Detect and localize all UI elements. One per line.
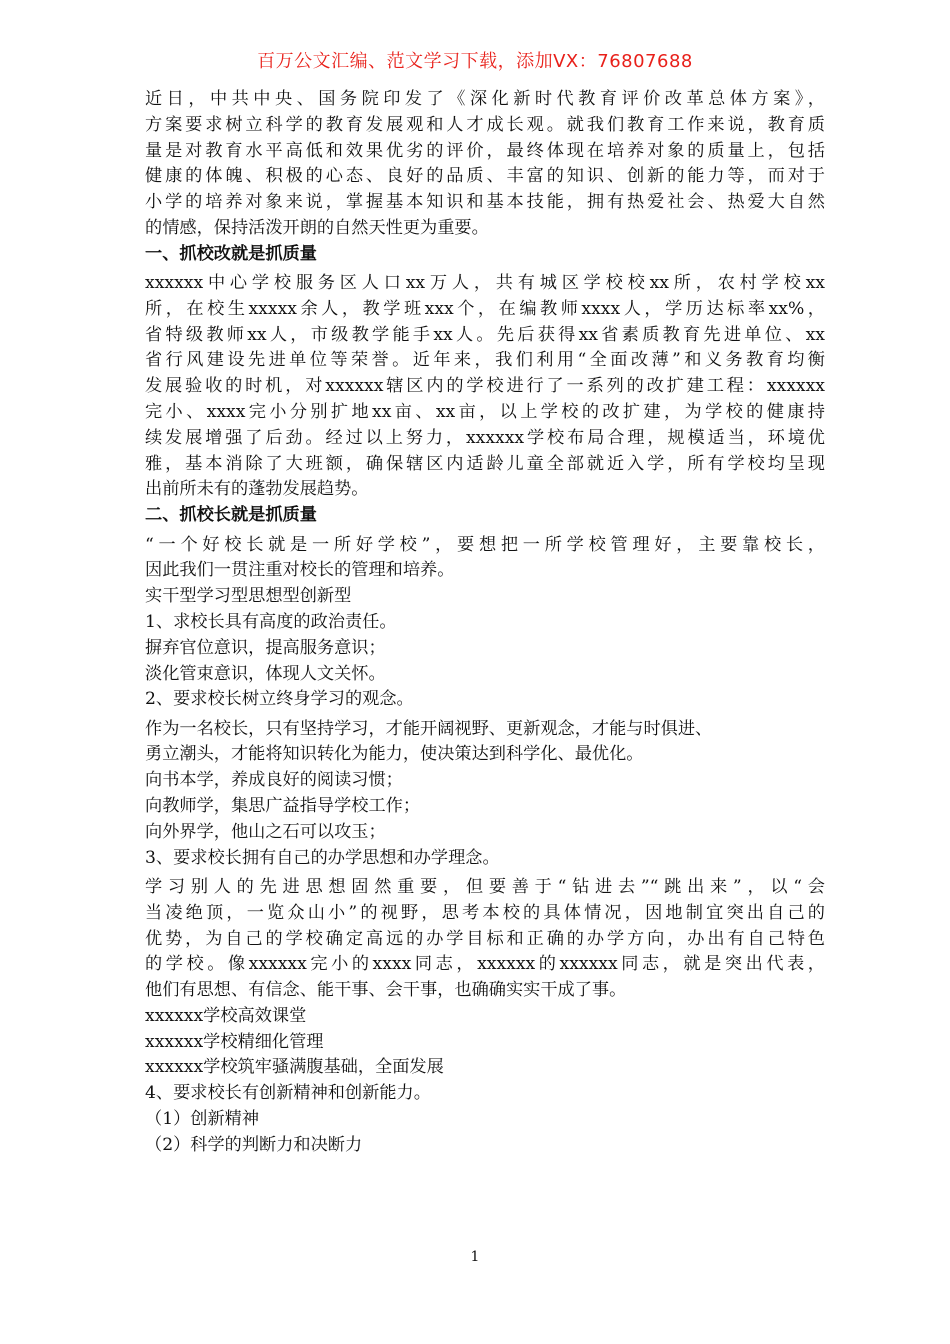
text-line: 续发展增强了后劲。经过以上努力，xxxxxx学校布局合理，规模适当，环境优 <box>145 427 825 448</box>
text-line: 的情感，保持活泼开朗的自然天性更为重要。 <box>145 217 489 238</box>
paragraph-school-reform <box>145 271 825 503</box>
paragraph-intro <box>145 87 825 242</box>
item-4-heading: 4、要求校长有创新精神和创新能力。 <box>145 1083 431 1104</box>
text-line: 发展验收的时机，对xxxxxx辖区内的学校进行了一系列的改扩建工程：xxxxxx <box>145 376 825 397</box>
text-line: “一个好校长就是一所好学校”，要想把一所学校管理好，主要靠校长， <box>145 534 825 555</box>
text-line: 所，在校生xxxxx余人，教学班xxx个，在编教师xxxx人，学历达标率xx%， <box>145 298 825 319</box>
text-line: 近日，中共中央、国务院印发了《深化新时代教育评价改革总体方案》， <box>145 89 825 109</box>
principal-types: 实干型学习型思想型创新型 <box>145 586 352 607</box>
text-line: 他们有思想、有信念、能干事、会干事，也确确实实干成了事。 <box>145 980 627 1001</box>
text-line: 省特级教师xx人，市级教学能手xx人。先后获得xx省素质教育先进单位、xx <box>145 324 825 345</box>
text-line: 作为一名校长，只有坚持学习，才能开阔视野、更新观念，才能与时俱进、 <box>145 718 713 739</box>
item-2-point-c: 向外界学，他山之石可以攻玉； <box>145 821 386 842</box>
text-line: 学习别人的先进思想固然重要，但要善于“钻进去”“跳出来”，以“会 <box>145 876 825 897</box>
item-1-heading: 1、求校长具有高度的政治责任。 <box>145 611 397 632</box>
item-1-point-a: 摒弃官位意识，提高服务意识； <box>145 637 386 658</box>
text-line: 的学校。像xxxxxx完小的xxxx同志，xxxxxx的xxxxxx同志，就是突出代表， <box>145 954 825 975</box>
item-2-point-a: 向书本学，养成良好的阅读习惯； <box>145 770 403 791</box>
text-line: 方案要求树立科学的教育发展观和人才成长观。就我们教育工作来说，教育质 <box>145 114 825 135</box>
page-number: 1 <box>470 1249 480 1265</box>
text-line: xxxxxx中心学校服务区人口xx万人，共有城区学校校xx所，农村学校xx <box>145 273 825 294</box>
item-2-point-b: 向教师学，集思广益指导学校工作； <box>145 796 421 817</box>
text-line: 雅，基本消除了大班额，确保辖区内适龄儿童全部就近入学，所有学校均呈现 <box>145 453 825 474</box>
item-1-point-b: 淡化管束意识，体现人文关怀。 <box>145 663 386 684</box>
paragraph-philosophy <box>145 875 825 1004</box>
item-4-point-2: （2）科学的判断力和决断力 <box>145 1134 363 1155</box>
text-line: 完小、xxxx完小分别扩地xx亩、xx亩，以上学校的改扩建，为学校的健康持 <box>145 402 825 423</box>
item-2-heading: 2、要求校长树立终身学习的观念。 <box>145 689 414 710</box>
example-school-3: xxxxxx学校筑牢骚满腹基础，全面发展 <box>145 1057 444 1078</box>
paragraph-learning <box>145 717 825 769</box>
item-4-point-1: （1）创新精神 <box>145 1109 260 1130</box>
header-banner: 百万公文汇编、范文学习下载，添加VX：76807688 <box>257 51 693 72</box>
item-3-heading: 3、要求校长拥有自己的办学思想和办学理念。 <box>145 847 500 868</box>
example-school-1: xxxxxx学校高效课堂 <box>145 1005 307 1026</box>
example-school-2: xxxxxx学校精细化管理 <box>145 1031 324 1052</box>
text-line: 勇立潮头，才能将知识转化为能力，使决策达到科学化、最优化。 <box>145 744 644 765</box>
section-heading-1: 一、抓校改就是抓质量 <box>145 243 317 264</box>
text-line: 健康的体魄、积极的心态、良好的品质、丰富的知识、创新的能力等，而对于 <box>145 166 825 187</box>
text-line: 因此我们一贯注重对校长的管理和培养。 <box>145 560 455 581</box>
paragraph-principal <box>145 533 825 585</box>
text-line: 小学的培养对象来说，掌握基本知识和基本技能，拥有热爱社会、热爱大自然 <box>145 192 825 213</box>
section-heading-2: 二、抓校长就是抓质量 <box>145 505 317 526</box>
document-body <box>145 87 825 1159</box>
text-line: 出前所未有的蓬勃发展趋势。 <box>145 479 369 500</box>
text-line: 省行风建设先进单位等荣誉。近年来，我们利用“全面改薄”和义务教育均衡 <box>145 350 825 371</box>
text-line: 优势，为自己的学校确定高远的办学目标和正确的办学方向，办出有自己特色 <box>145 928 825 949</box>
text-line: 当凌绝顶，一览众山小”的视野，思考本校的具体情况，因地制宜突出自己的 <box>145 902 825 923</box>
text-line: 量是对教育水平高低和效果优劣的评价，最终体现在培养对象的质量上，包括 <box>145 140 825 161</box>
